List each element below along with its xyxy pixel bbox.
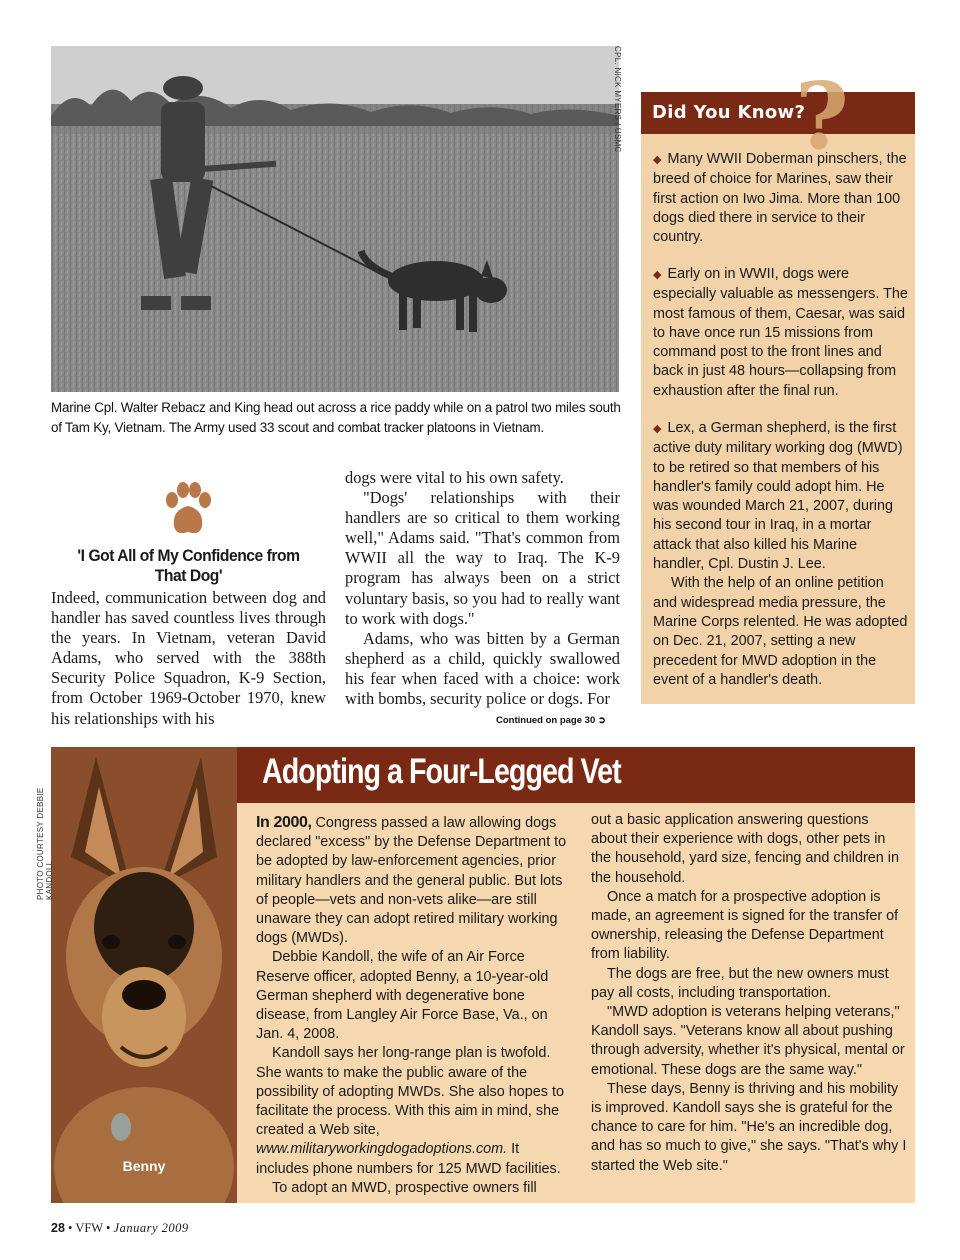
article-paragraph: Adams, who was bitten by a German shepherd as a child, quickly swallowed his fear when faced with a choice: work with bombs, security police or dogs. For	[345, 628, 620, 709]
marine-dog-patrol-photo	[51, 46, 619, 392]
did-you-know-title: Did You Know?	[652, 102, 806, 123]
sidebar-column-2	[591, 811, 907, 1176]
diamond-bullet-icon: ◆	[653, 154, 662, 166]
sidebar-paragraph: To adopt an MWD, prospective owners fill	[272, 1179, 537, 1196]
dog-photo-caption: Benny	[122, 1158, 166, 1174]
continued-on-page: Continued on page 30 ➲	[496, 715, 606, 726]
diamond-bullet-icon: ◆	[653, 423, 662, 435]
page-number: 28	[51, 1221, 65, 1235]
photo-credit-bottom: PHOTO COURTESY DEBBIE KANDOLL	[36, 787, 54, 900]
website-link[interactable]: www.militaryworkingdogadoptions.com.	[256, 1141, 508, 1158]
did-you-know-item: ◆ Many WWII Doberman pinschers, the breed of choice for Marines, saw their first action on Iwo Jima. More than 100 dogs died there in service to their country.	[653, 151, 907, 246]
sidebar-paragraph: The dogs are free, but the new owners must pay all costs, including transportation.	[591, 965, 889, 1001]
article-paragraph: "Dogs' relationships with their handlers are so critical to them working well," Adams said. "That's common from WWII all the way to Iraq. The K-9 program has always been on a strict voluntary basis, so you had to really want to work with dogs."	[345, 488, 620, 628]
page-footer: 28 • VFW • January 2009	[51, 1221, 189, 1235]
article-column-2	[345, 468, 620, 709]
lead-in: In 2000,	[256, 814, 312, 831]
magazine-name: VFW	[75, 1221, 103, 1235]
photo-credit-top: CPL. NICK MYERS / USMC	[613, 46, 622, 153]
sidebar-column-1: In 2000, Congress passed a law allowing dogs declared "excess" by the Defense Department to be adopted by law-enforcement agencies, prior military handlers and the general public. But lots of people—vets and non-vets alike—are still unaware they can adopt retired military working dogs (MWDs). Debbie Kandoll, the wife of an Air Force Reserve officer, adopted Benny, a 10-year-old German shepherd with degenerative bone disease, from Langley Air Force Base, Va., on Jan. 4, 2008. Kandoll says her long-range plan is twofold. She wants to make the public aware of the possibility of adopting MWDs. She also hopes to facilitate the process. With this aim in mind, she created a Web site, www.militaryworkingdogadoptions.com. It includes phone numbers for 125 MWD facilities. To adopt an MWD, prospective owners fill	[256, 813, 570, 1198]
sidebar-paragraph: Kandoll says her long-range plan is twofold. She wants to make the public aware of the possibility of adopting MWDs. She also hopes to facilitate the process. With this aim in mind, she created a Web site, www.militaryworkingdogadoptions.com. It includes phone numbers for 125 MWD facilities.	[256, 1045, 564, 1177]
sidebar-paragraph: These days, Benny is thriving and his mobility is improved. Kandoll says she is grateful for the chance to care for him. "He's an incredible dog, and has so much to give," she says. "That's why I started the Web site."	[591, 1080, 907, 1174]
paw-print-icon	[162, 482, 214, 538]
article-column-1: Indeed, communication between dog and handler has saved countless lives through the years. In Vietnam, veteran David Adams, who served with the 388th Security Police Squadron, K-9 Section, from October 1969-October 1970, knew his relationships with his	[51, 588, 326, 728]
photo-caption-top: Marine Cpl. Walter Rebacz and King head out across a rice paddy while on a patrol two miles south of Tam Ky, Vietnam. The Army used 33 scout and combat tracker platoons in Vietnam.	[51, 400, 621, 435]
did-you-know-followup: With the help of an online petition and widespread media pressure, the Marine Corps relented. He was adopted on Dec. 21, 2007, setting a new precedent for MWD adoption in the event of a handler's death.	[653, 575, 908, 688]
diamond-bullet-icon: ◆	[653, 269, 662, 281]
article-subhead: 'I Got All of My Confidence from That Dog'	[77, 546, 300, 585]
question-mark-icon: ?	[795, 62, 849, 170]
sidebar-paragraph: Debbie Kandoll, the wife of an Air Force Reserve officer, adopted Benny, a 10-year-old German shepherd with degenerative bone disease, from Langley Air Force Base, Va., on Jan. 4, 2008.	[256, 949, 549, 1043]
article-paragraph: dogs were vital to his own safety.	[345, 468, 564, 487]
issue-date: January 2009	[113, 1221, 189, 1235]
sidebar-paragraph: "MWD adoption is veterans helping veterans," Kandoll says. "Veterans know all about pushing through adversity, whether it's physical, mental or emotional. These dogs are the same way."	[591, 1004, 905, 1078]
sidebar-paragraph: out a basic application answering questions about their experience with dogs, other pets in the household, yard size, fencing and children in the household.	[591, 812, 900, 886]
did-you-know-item: ◆ Early on in WWII, dogs were especially valuable as messengers. The most famous of them, Caesar, was said to have once run 15 missions from command post to the front lines and back in just 48 hours—collapsing from exhaustion after the final run.	[653, 266, 908, 399]
benny-dog-photo	[51, 747, 237, 1203]
did-you-know-item: ◆ Lex, a German shepherd, is the first active duty military working dog (MWD) to be retired so that members of his handler's family could adopt him. He was wounded March 21, 2007, during his second tour in Iraq, in a mortar attack that also killed his Marine handler, Cpl. Dustin J. Lee. With the help of an online petition and widespread media pressure, the Marine Corps relented. He was adopted on Dec. 21, 2007, setting a new precedent for MWD adoption in the event of a handler's death.	[653, 419, 909, 690]
sidebar-paragraph: Once a match for a prospective adoption is made, an agreement is signed for the transfer of ownership, releasing the Defense Department from liability.	[591, 888, 899, 963]
adoption-title: Adopting a Four-Legged Vet	[262, 752, 621, 791]
